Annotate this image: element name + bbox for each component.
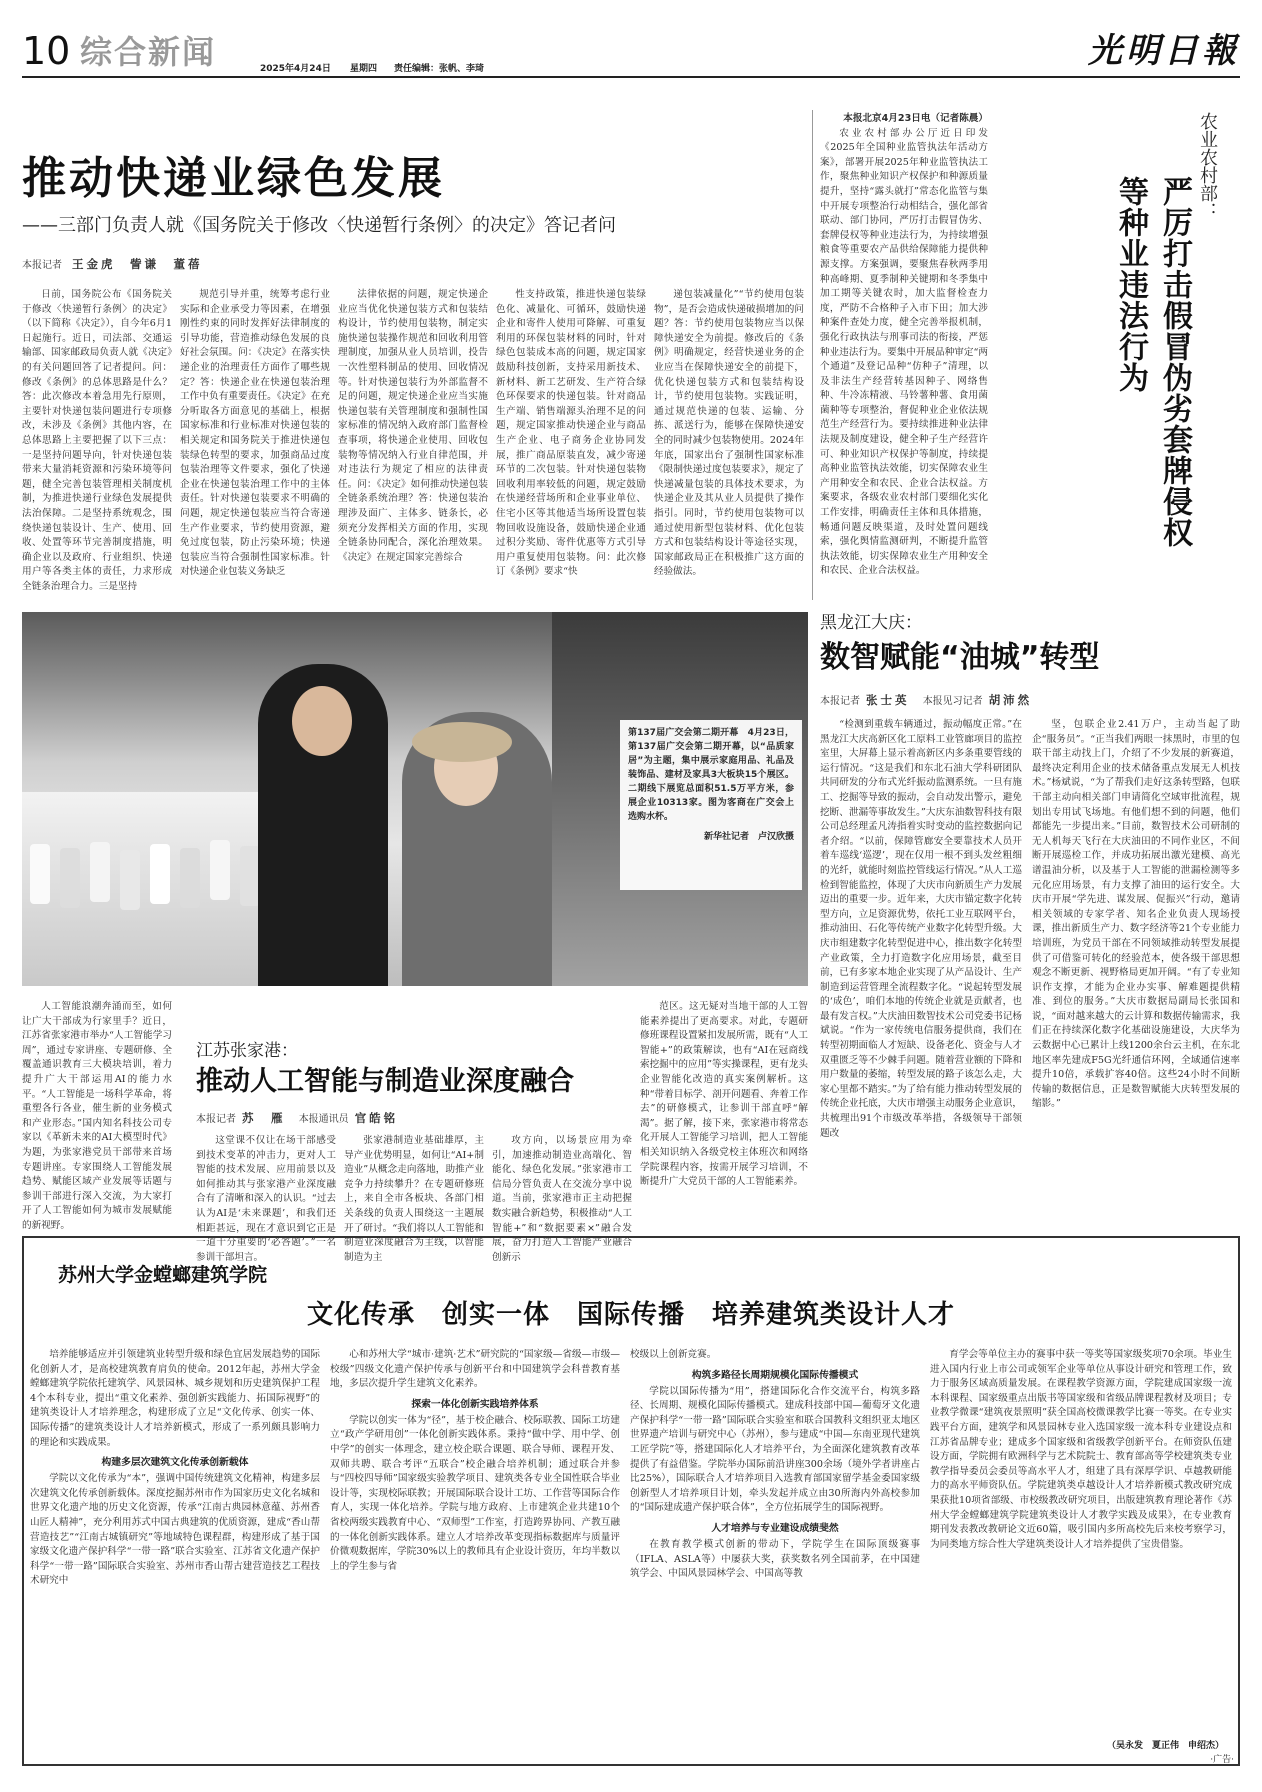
agri-body: 本报北京4月23日电（记者陈晨） 农业农村部办公厅近日印发《2025年全国种业监管执法年活动方案》，部署开展2025年种业监管执法工作，聚焦种业知识产权保护和种源质量提升，坚持“露头就打”常态化监管与集中开展专项整治行动相结合，强化部省联动、部门协同，严厉打击假冒伪劣、套牌侵权等种业违法行为，为持续增强粮食等重要农产品供给保障能力提供种源支撑。方案强调，要聚焦春秋两季用种高峰期、夏季制种关键期和冬季集中加工期等关键农时，加大监督检查力度，严防不合格种子入市下田；加大涉种案件查处力度，健全完善举报机制，强化行政执法与刑事司法的衔接，严惩种业违法行为。要集中开展品种审定“两个通道”及登记品种“仿种子”清理，以及非法生产经营转基因种子、网络售种、牛冷冻精液、马铃薯种薯、食用菌菌种等专项整治，督促种业企业依法规范生产经营行为。要持续推进种业法律法规及制度建设，健全种子生产经营许可、种业知识产权保护等制度，持续提高种业监管执法效能，切实保障农业生产用种安全和农民、企业合法权益。方案要求，各级农业农村部门要细化实化工作安排，明确责任主体和具体措施，畅通问题反映渠道，及时处置问题线索，强化舆情监测研判，不断提升监管执法效能，切实保障农业生产用种安全和农民、企业合法权益。	[820, 113, 988, 577]
agri-kicker: 农业农村部：	[1197, 112, 1218, 220]
ad-slogan: 文化传承 创实一体 国际传播 培养建筑类设计人才	[306, 1300, 955, 1330]
ad-org: 苏州大学金螳螂建筑学院	[58, 1264, 268, 1286]
heilong-title: 数智赋能“油城”转型	[820, 640, 1100, 675]
heilong-column-2: 坚，包联企业2.41万户，主动当起了助企“服务员”。“正当我们两眼一抹黑时，市里的包联干部主动找上门，介绍了不少发展的新赛道，最终决定利用企业的技术储备重点发展无人机技术。”杨斌说，“为了帮我们走好这条转型路，包联干部主动向相关部门申请简化空域审批流程，规划出专用试飞场地。有他们想不到的问题，他们都能先一步提出来。”目前，数智技术公司研制的无人机每天飞行在大庆油田的不同作业区，不间断开展巡检工作，并成功拓展出激光建模、高光谱温油分析，以及基于人工智能的泄漏检测等多元化应用场景，有力支撑了油田的运行安全。大庆市开展“学先进、谋发展、促振兴”行动，邀请相关领域的专家学者、知名企业负责人现场授课，推出新质生产力、数字经济等21个专业能力培训班，为党员干部在不同领域推动转型发展提供了可借鉴可转化的经验范本，使各级干部思想观念不断更新、视野格局更加开阔。“有了专业知识作支撑，才能为企业办实事、解难题提供精准、到位的服务。”大庆市数据局副局长张国和说，“面对越来越大的云计算和数据传输需求，我们正在持续深化数字化基础设施建设，大庆华为云数据中心已累计上线1200余台云主机，在东北地区率先建成F5G光纤通信环网，全域通信速率提升10倍，承载扩容40倍。这些24小时不间断传输的数据信息，正是数智赋能大庆转型发展的缩影。”	[1032, 719, 1240, 1110]
main-subtitle: ——三部门负责人就《国务院关于修改〈快递暂行条例〉的决定》答记者问	[22, 215, 616, 236]
ad-subhead-3: 构筑多路径长周期规模化国际传播模式	[691, 1369, 859, 1381]
masthead-date: 2025年4月24日	[260, 64, 331, 74]
agri-vertical-rule	[812, 110, 813, 600]
ad-label: ·广告·	[1210, 1755, 1234, 1765]
page-number: 10	[22, 29, 71, 73]
agri-headline: 严厉打击假冒伪劣套牌侵权等种业违法行为	[1113, 176, 1192, 548]
jiangsu-lead: 人工智能浪潮奔涌而至，如何让广大干部成为行家里手？近日，江苏省张家港市举办“人工智能学习周”，通过专家讲座、专题研修、全覆盖通识教育三大模块培训，着力提升广大干部运用AI的能力水平。“人工智能是一场科学革命，将重塑各行各业，催生新的业务模式和产业形态。”国内知名科技公司专家以《革新未来的AI大模型时代》为题，为张家港党员干部带来首场专题讲座。专家围绕人工智能发展趋势、赋能区域产业发展等话题与参训干部进行深入交流，为大家打开了人工智能如何为城市发展赋能的新视野。	[22, 1001, 172, 1231]
main-column-3: 法律依据的问题，规定快递企业应当优化快递包装方式和包装结构设计，节约使用包装物，制定实施快递包装操作规范和回收利用管理制度，加强从业人员培训，投告一次性塑料制品的使用、回收情况等。针对快递包装行为外部监督不足的问题，规定快递企业应当实施快递包装有关管理制度和强制性国家标准的情况纳入政府部门监督检查事项，将快递企业使用、回收包装物等情况纳入行业自律范围，并对违法行为规定了相应的法律责任。问：《决定》如何推动快递包装全链条系统治理？答：快递包装治理涉及面广、主体多、链条长，必须充分发挥相关方面的作用，实现全链条协同配合，深化治理效果。《决定》在规定国家完善综合	[338, 289, 488, 563]
newspaper-logo: 光明日報	[1088, 31, 1240, 71]
masthead-rule	[22, 76, 1240, 78]
heilong-column-1: “检测到重载车辆通过，振动幅度正常。”在黑龙江大庆高新区化工原料工业管廊项目的监控室里，大屏幕上显示着高新区内多条重要管线的运行情况。“这是我们和东北石油大学科研团队共同研发的分布式光纤振动监测系统。一旦有施工、挖掘等导致的振动，会自动发出警示，避免挖断、泄漏等事故发生。”大庆东油数智科技有限公司总经理孟凡涛指着实时变动的监控数据向记者介绍。“以前，保障管廊安全要靠技术人员开着车巡线‘巡逻’，现在仅用一根不到头发丝粗细的光纤，就能时刻监控管线运行情况。”从人工巡检到智能监控，体现了大庆市向新质生产力发展迈出的重要一步。近年来，大庆市锚定数字化转型方向，立足资源优势，依托工业互联网平台，推动油田、石化等传统产业数字化转型升级。大庆市组建数字化转型促进中心，推出数字化转型产业政策，全力打造数字化应用场景，截至目前，已有多家本地企业实现了从产品设计、生产制造到运营管理全流程数字化。“说起转型发展的‘成色’，咱们本地的传统企业就是贡献者，也最有发言权。”大庆油田数智技术公司党委书记杨斌说。“作为一家传统电信服务提供商，我们在转型初期面临人才短缺、设备老化、资金与人才双重匮乏等不少棘手问题。随着营业额的下降和用户数量的萎缩，转型发展的路子该怎么走，大家心里都不踏实。”为了给有能力推动转型发展的传统企业托底，大庆市增强主动服务企业意识，共梳理出91个市级改革举措，各级领导干部领题改	[820, 719, 1022, 1139]
ad-column-2: 心和苏州大学“城市·建筑·艺术”研究院的“国家级—省级—市级—校级”四级文化遗产保护传承与创新平台和中国建筑学会科普教育基地，多层次提升学生建筑文化素养。 探索一体化创新实践培养体系 学院以创实一体为“径”，基于校企融合、校际联教、国际工坊建立“政产学研用创”一体化创新实践体系。秉持“做中学、用中学、创中学”的创实一体理念，建立校企联合课题、联合导师、课程开发、双师共聘、联合考评“五联合”校企融合培养机制；通过联合并参与“四校四导师”国家级实验教学项目、建筑类各专业全国性联合毕业设计等，实现校际联教；开展国际联合设计工坊、工作营等国际合作育人，实现一体化培养。学院与地方政府、上市建筑企业共建10个省校两级实践教育中心、“双师型”工作室，打造跨界协同、产教互融的一体化创新实践体系。建立人才培养改革变现指标数据库与质量评价微观数据库，学院30%以上的教师具有企业设计资历，年均半数以上的学生参与省	[330, 1349, 620, 1572]
jiangsu-byline: 本报记者 苏 雁 本报通讯员 官皓铭	[196, 1111, 399, 1125]
ad-column-1: 培养能够适应并引领建筑业转型升级和绿色宜居发展趋势的国际化创新人才，是高校建筑教育肩负的使命。2012年起，苏州大学金螳螂建筑学院依托建筑学、风景园林、城乡规划和历史建筑保护工程4个本科专业，提出“重文化素养、强创新实践能力、拓国际视野”的建筑类设计人才培养理念，构建形成了立足“文化传承、创实一体、国际传播”的建筑类设计人才培养新模式，形成了一系列颇具影响力的理论和实践成果。 构建多层次建筑文化传承创新载体 学院以文化传承为“本”，强调中国传统建筑文化精神，构建多层次建筑文化传承创新载体。深度挖掘苏州市作为国家历史文化名城和世界文化遗产地的历史文化资源，传承“江南古典园林意蕴、苏州香山匠人精神”，充分利用苏式中国古典建筑的优质资源，建成“香山帮营造技艺”“江南古城镇研究”等地域特色课程群，构建形成了基于国家级文化遗产保护科学“一带一路”联合实验室、江苏省文化遗产保护科学“一带一路”国际联合实验室、苏州市香山帮古建营造技艺工程技术研究中	[30, 1349, 320, 1587]
ad-column-4: 育学会等单位主办的赛事中获一等奖等国家级奖项70余项。毕业生进入国内行业上市公司或领军企业等单位从事设计研究和管理工作，致力于服务区域高质量发展。在课程教学资源方面，学院建成国家级一流本科课程、国家级重点出版书等国家级和省级品牌课程教材及项目；专业教学微课“建筑夜景照明”获全国高校微课教学比赛一等奖。在专业实践平台方面，建筑学和风景园林专业入选国家级一流本科专业建设点和江苏省品牌专业；建成多个国家级和省级教学创新平台。在师资队伍建设方面，学院拥有欧洲科学与艺术院院士、教育部高等学校建筑类专业教学指导委员会委员等高水平人才，组建了具有深厚学识、卓越教研能力的高水平师资队伍。学院建筑类卓越设计人才培养新模式教改研究成果获批10项省部级、市校级教改研究项目，出版建筑教育理论著作《苏州大学金螳螂建筑学院建筑类设计人才教学实践及成果》，在专业教育期刊发表教改教研论文近60篇，吸引国内多所高校先后来校考察学习，为同类地方综合性大学建筑类设计人才培养提供了宝贵借鉴。	[930, 1349, 1232, 1550]
main-column-2: 规范引导并重，统筹考虑行业实际和企业承受力等因素，在增强刚性约束的同时发挥好法律制度的引导功能，营造推动绿色发展的良好社会氛围。问：《决定》在落实快递企业的治理责任方面作了哪些规定？答：快递企业在快递包装治理工作中负有重要责任。《决定》在充分听取各方面意见的基础上，根据国家标准和行业标准对快递包装的相关规定和国务院关于推进快递包装绿色转型的要求，加强商品过度包装治理等文件要求，强化了快递企业在快递包装治理工作中的主体责任。针对快递包装要求不明确的问题，规定快递包装应当符合寄递生产作业要求，节约使用资源，避免过度包装，防止污染环境；快递包装应当符合强制性国家标准。针对快递企业包装义务缺乏	[180, 289, 330, 578]
jiangsu-column-1: 这堂课不仅让在场干部感受到技术变革的冲击力，更对人工智能的技术发展、应用前景以及如何推动其与张家港产业深度融合有了清晰和深入的认识。“过去认为AI是‘未来课题’，和我们还相距甚远，现在才意识到它正是一道十分重要的‘必答题’。”一名参训干部坦言。	[196, 1135, 336, 1263]
byline-prefix: 本报记者	[22, 260, 62, 271]
masthead	[22, 28, 1240, 76]
heilong-byline: 本报记者 张士英 本报见习记者 胡沛然	[820, 693, 1033, 707]
jiangsu-title: 推动人工智能与制造业深度融合	[196, 1066, 574, 1097]
main-title: 推动快递业绿色发展	[22, 153, 445, 204]
masthead-weekday: 星期四	[350, 64, 378, 74]
ad-subhead-2: 探索一体化创新实践培养体系	[411, 1398, 539, 1410]
ad-subhead-4: 人才培养与专业建设成绩斐然	[711, 1522, 839, 1534]
expo-photo	[22, 612, 808, 986]
main-column-1: 日前，国务院公布《国务院关于修改〈快递暂行条例〉的决定》（以下简称《决定》），自今年6月1日起施行。近日，司法部、交通运输部、国家邮政局负责人就《决定》的有关问题回答了记者提问。问：修改《条例》的总体思路是什么？答：此次修改本着急用先行原则，主要针对快递包装问题进行专项修改，未涉及《条例》其他内容，在总体思路上主要把握了以下三点：一是坚持问题导向，针对快递包装带来大量消耗资源和污染环境等问题，健全完善包装管理相关制度机制，为推进快递行业绿色发展提供法治保障。二是坚持系统观念，围绕快递包装设计、生产、使用、回收、处置等环节完善制度措施，明确企业以及政府、行业组织、快递用户等各类主体的责任，力求形成全链条治理合力。三是坚持	[22, 289, 172, 592]
heilong-kicker: 黑龙江大庆：	[820, 613, 922, 633]
jiangsu-column-3: 攻方向，以场景应用为牵引，加速推动制造业高端化、智能化、绿色化发展。”张家港市工信局分管负责人在交流分享中说道。当前，张家港市正主动把握数实融合新趋势，积极推动“人工智能+”和“数据要素×”融合发展，奋力打造人工智能产业融合创新示	[492, 1135, 632, 1263]
ad-column-3: 校级以上创新竞赛。 构筑多路径长周期规模化国际传播模式 学院以国际传播为“用”，搭建国际化合作交流平台，构筑多路径、长周期、规模化国际传播模式。建成科技部中国—葡萄牙文化遗产保护科学“一带一路”国际联合实验室和联合国教科文组织亚太地区世界遗产培训与研究中心（苏州），参与建成“中国—东南亚现代建筑工匠学院”等，搭建国际化人才培养平台，为全面深化建筑教育改革提供了有益借鉴。学院举办国际前沿讲座300余场（境外学者讲座占比25%），国际联合人才培养项目入选教育部国家留学基金委国家级创新型人才培养项目计划，牵头发起并成立由30所海内外高校参加的“国际建成遗产保护联合体”，全方位拓展学生的国际视野。 人才培养与专业建设成绩斐然 在教育教学模式创新的带动下，学院学生在国际顶级赛事（IFLA、ASLA等）中屡获大奖，获奖数名列全国前茅，在中国建筑学会、中国风景园林学会、中国高等教	[630, 1349, 920, 1580]
masthead-editors: 责任编辑：张帆、李琦	[394, 64, 485, 74]
jiangsu-column-2: 张家港制造业基础雄厚，主导产业优势明显，如何让“AI+制造业”从概念走向落地，助推产业竞争力持续攀升？在专题研修班上，来自全市各板块、各部门相关条线的负责人围绕这一主题展开了研讨。“我们将以人工智能和制造业深度融合为主线，以智能制造为主	[344, 1135, 484, 1263]
agri-dateline: 本报北京4月23日电（记者陈晨）	[843, 113, 988, 124]
photo-caption-box	[620, 720, 802, 890]
jiangsu-kicker: 江苏张家港：	[196, 1041, 298, 1061]
photo-credit: 新华社记者 卢汉欣摄	[703, 832, 794, 842]
main-column-5: 递包装减量化”“节约使用包装物”，是否会造成快递破损增加的问题？答：节约使用包装物应当以保障快递安全为前提。修改后的《条例》明确规定，经营快递业务的企业应当在保障快递安全的前提下，优化快递包装方式和包装结构设计，节约使用包装物。实践证明，通过规范快递的包装、运输、分拣、派送行为，能够在保障快递安全的同时减少包装物使用。2024年年底，国家出台了强制性国家标准《限制快递过度包装要求》，规定了快递减量包装的具体技术要求，为快递企业及其从业人员提供了操作指引。同时，节约使用包装物可以通过使用新型包装材料、优化包装方式和包装结构设计等途径实现，国家邮政局正在积极推广这方面的经验做法。	[654, 289, 804, 578]
photo-caption: 第137届广交会第二期开幕 4月23日，第137届广交会第二期开幕，以“品质家居”为主题，集中展示家庭用品、礼品及装饰品、建材及家具3大板块15个展区。二期线下展览总面积51.5万平方米，参展企业10313家。图为客商在广交会上选购水杯。	[628, 728, 794, 822]
section-name: 综合新闻	[80, 33, 217, 71]
ad-credit: （吴永发 夏正伟 申绍杰）	[1106, 1741, 1224, 1751]
ad-subhead-1: 构建多层次建筑文化传承创新载体	[101, 1457, 249, 1469]
byline-reporters: 王金虎 訾谦 董蓓	[72, 257, 203, 271]
main-byline	[22, 256, 213, 272]
main-column-4: 性支持政策，推进快递包装绿色化、减量化、可循环，鼓励快递企业和寄件人使用可降解、可重复利用的环保包装材料的同时，针对绿色包装成本高的问题，规定国家鼓励科技创新，支持采用新技术、新材料、新工艺研发、生产符合绿色环保要求的快递包装。针对商品生产端、销售端源头治理不足的问题，规定国家推动快递企业与商品生产企业、电子商务企业协同发展，推广商品原装直发，减少寄递环节的二次包装。针对快递包装物回收利用率较低的问题，规定鼓励在快递经营场所和企业事业单位、住宅小区等其他适当场所设置包装物回收设施设备，鼓励快递企业通过积分奖励、寄件优惠等方式引导用户重复使用包装物。问：此次修订《条例》要求“快	[496, 289, 646, 578]
jiangsu-column-4: 范区。这无疑对当地干部的人工智能素养提出了更高要求。对此，专题研修班课程设置紧扣发展所需，既有“人工智能+”的政策解读，也有“AI在冠商线索挖掘中的应用”等实操课程，更有龙头企业智能化改造的真实案例解析。这种“带着目标学、剖开问题看、奔着工作去”的研修模式，让参训干部直呼“解渴”。据了解，接下来，张家港市将常态化开展人工智能学习培训，把人工智能相关知识纳入各级党校主体班次和网络学院课程内容，按需开展学习培训，不断提升广大党员干部的人工智能素养。	[640, 1001, 808, 1188]
